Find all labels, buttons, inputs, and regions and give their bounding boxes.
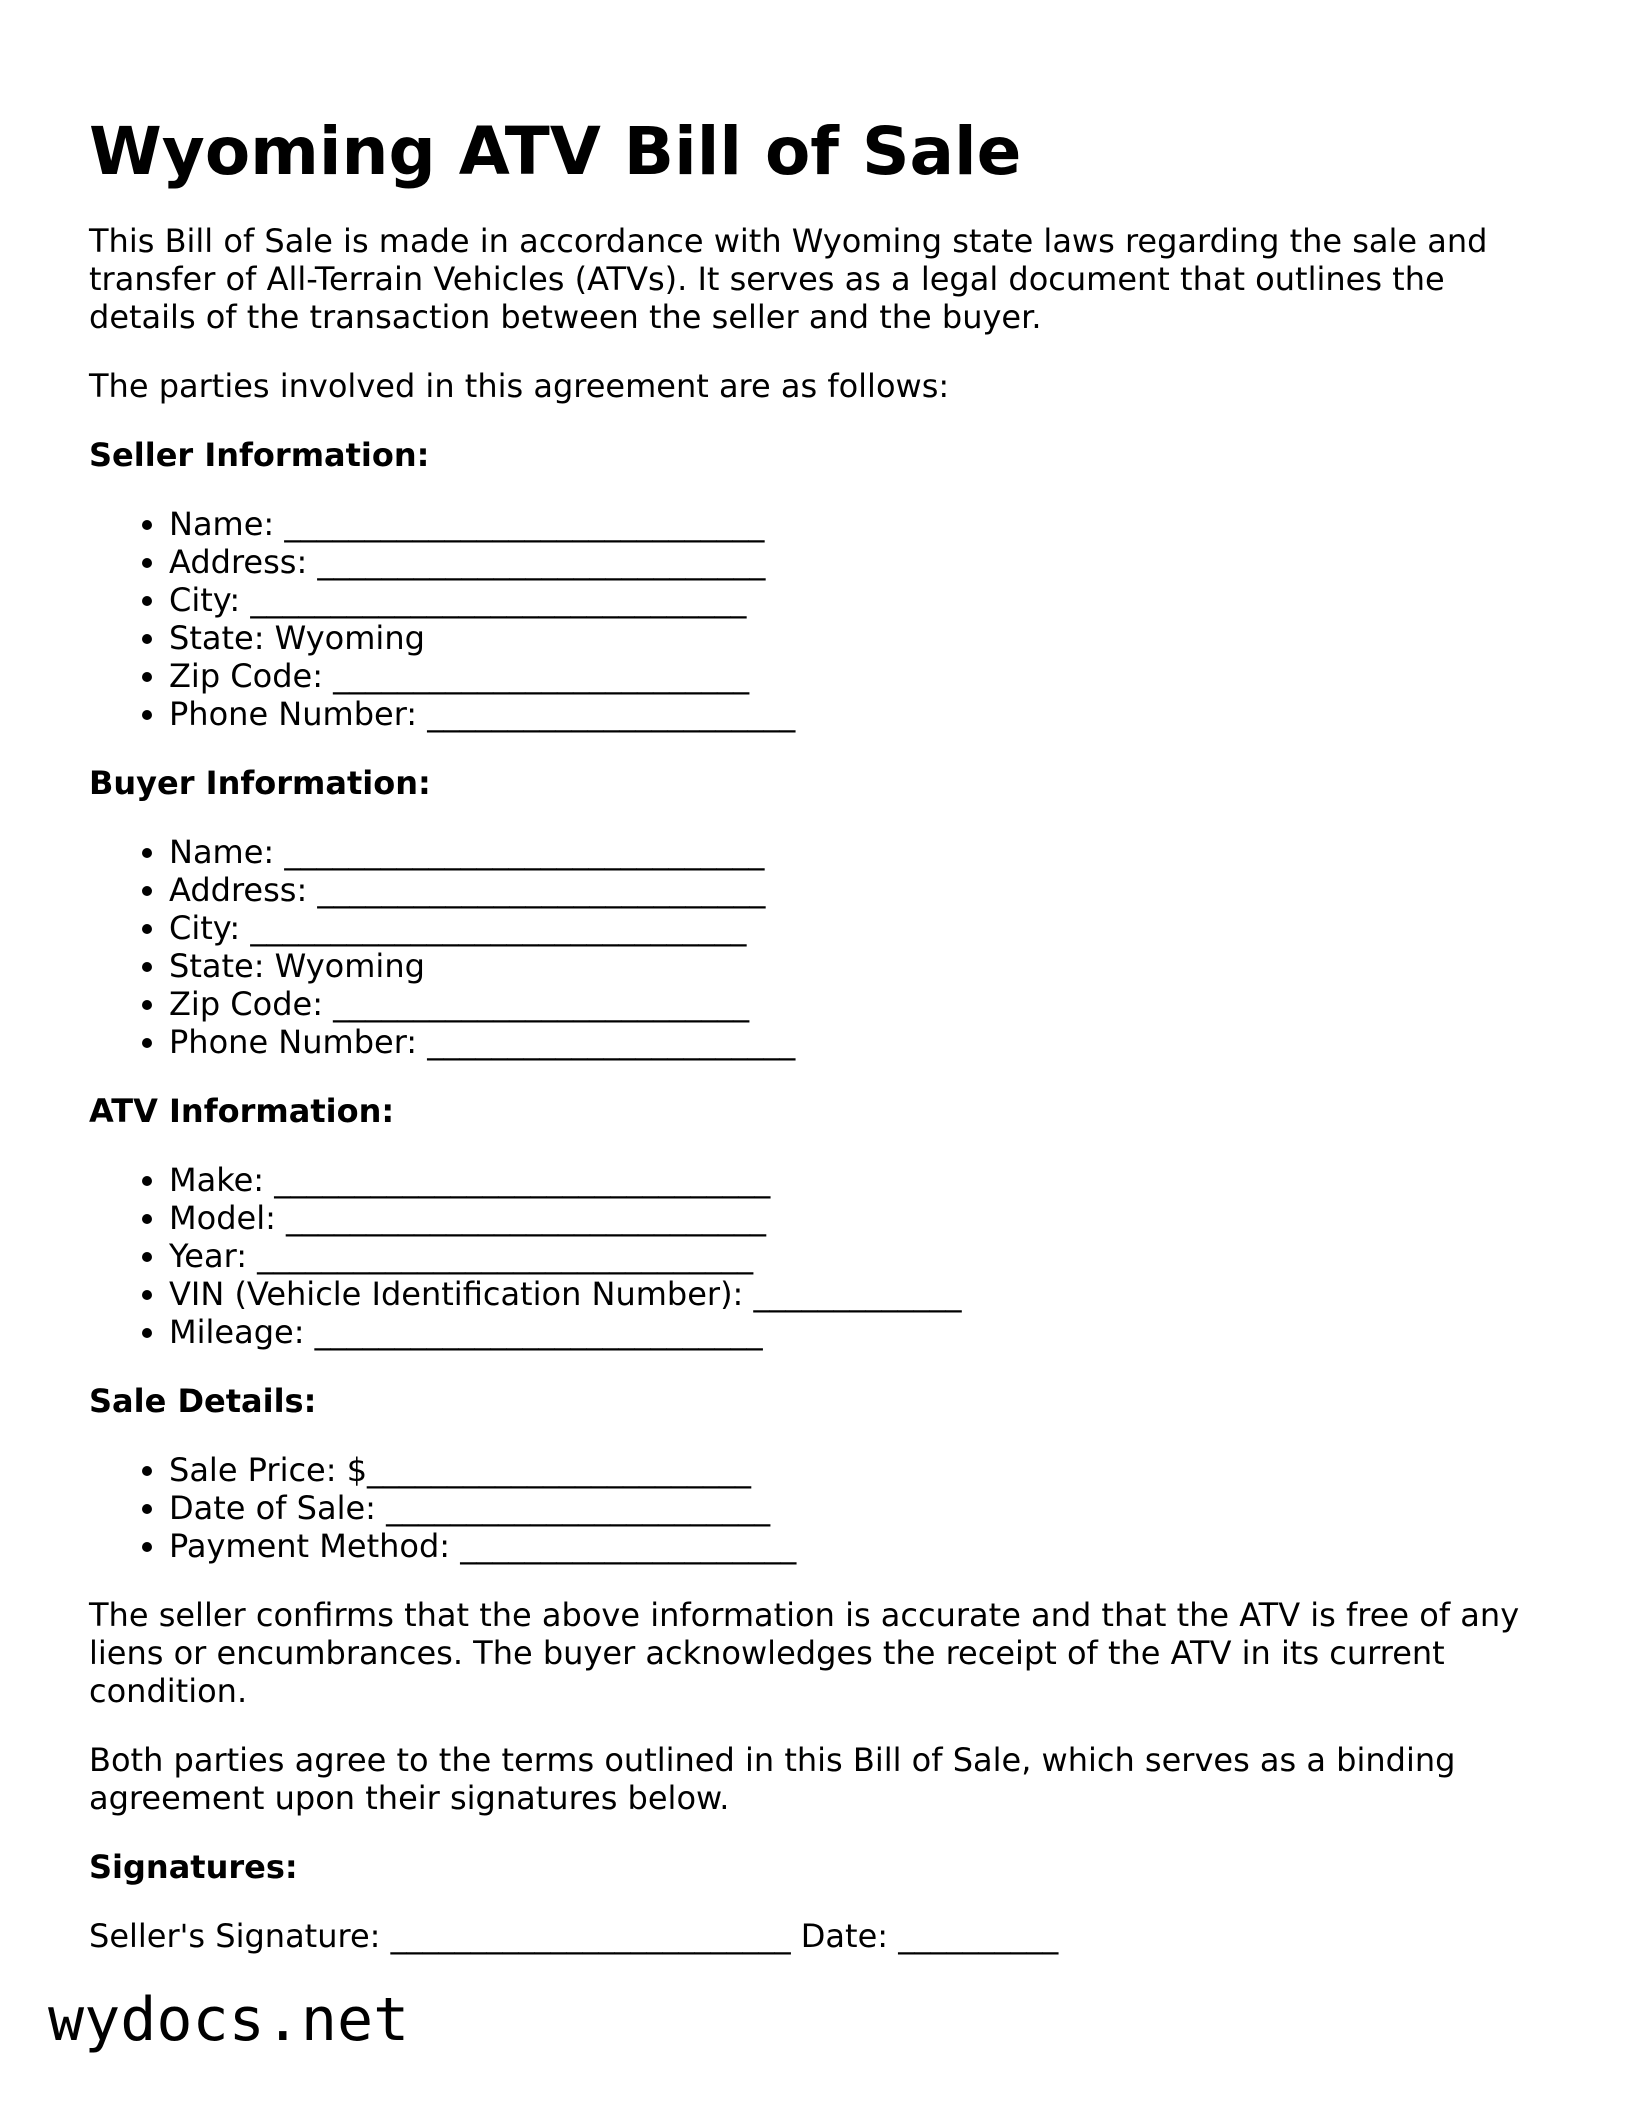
atv-make-field: • Make: _______________________________	[169, 1161, 1549, 1199]
buyer-zip-field: • Zip Code: __________________________	[169, 985, 1549, 1023]
confirmation-paragraph: The seller confirms that the above information is accurate and that the ATV is free of any liens or encumbrances. The buyer acknowledges the receipt of the ATV in its current condition.	[89, 1596, 1520, 1710]
sale-details-list	[89, 1451, 1549, 1565]
parties-intro: The parties involved in this agreement are as follows:	[89, 367, 950, 405]
seller-state-field: • State: Wyoming	[169, 619, 1549, 657]
seller-phone-field: • Phone Number: _______________________	[169, 695, 1549, 733]
seller-name-field: • Name: ______________________________	[169, 505, 1549, 543]
sale-heading: Sale Details:	[89, 1382, 317, 1420]
atv-info-list	[89, 1161, 1549, 1351]
document-title: Wyoming ATV Bill of Sale	[89, 113, 1022, 190]
seller-info-list	[89, 505, 1549, 733]
signatures-heading: Signatures:	[89, 1848, 298, 1886]
sale-price-field: • Sale Price: $________________________	[169, 1451, 1549, 1489]
seller-signature-line: Seller's Signature: _________________________ Date: __________	[89, 1917, 1059, 1955]
watermark-logo: wydocs.net	[48, 1985, 410, 2055]
payment-method-field: • Payment Method: _____________________	[169, 1527, 1549, 1565]
document-page	[89, 108, 1549, 1955]
buyer-phone-field: • Phone Number: _______________________	[169, 1023, 1549, 1061]
agreement-paragraph: Both parties agree to the terms outlined in this Bill of Sale, which serves as a binding agreement upon their signatures below.	[89, 1741, 1456, 1817]
buyer-name-field: • Name: ______________________________	[169, 833, 1549, 871]
intro-paragraph: This Bill of Sale is made in accordance with Wyoming state laws regarding the sale and transfer of All-Terrain Vehicles (ATVs). It serves as a legal document that outlines the details of the transaction between the seller and the buyer.	[89, 222, 1488, 336]
atv-year-field: • Year: _______________________________	[169, 1237, 1549, 1275]
buyer-state-field: • State: Wyoming	[169, 947, 1549, 985]
atv-heading: ATV Information:	[89, 1092, 395, 1130]
seller-address-field: • Address: ____________________________	[169, 543, 1549, 581]
seller-heading: Seller Information:	[89, 436, 430, 474]
sale-date-field: • Date of Sale: ________________________	[169, 1489, 1549, 1527]
atv-vin-field: • VIN (Vehicle Identification Number): _____________	[169, 1275, 1549, 1313]
buyer-city-field: • City: _______________________________	[169, 909, 1549, 947]
buyer-address-field: • Address: ____________________________	[169, 871, 1549, 909]
atv-model-field: • Model: ______________________________	[169, 1199, 1549, 1237]
seller-city-field: • City: _______________________________	[169, 581, 1549, 619]
atv-mileage-field: • Mileage: ____________________________	[169, 1313, 1549, 1351]
seller-zip-field: • Zip Code: __________________________	[169, 657, 1549, 695]
buyer-heading: Buyer Information:	[89, 764, 431, 802]
buyer-info-list	[89, 833, 1549, 1061]
